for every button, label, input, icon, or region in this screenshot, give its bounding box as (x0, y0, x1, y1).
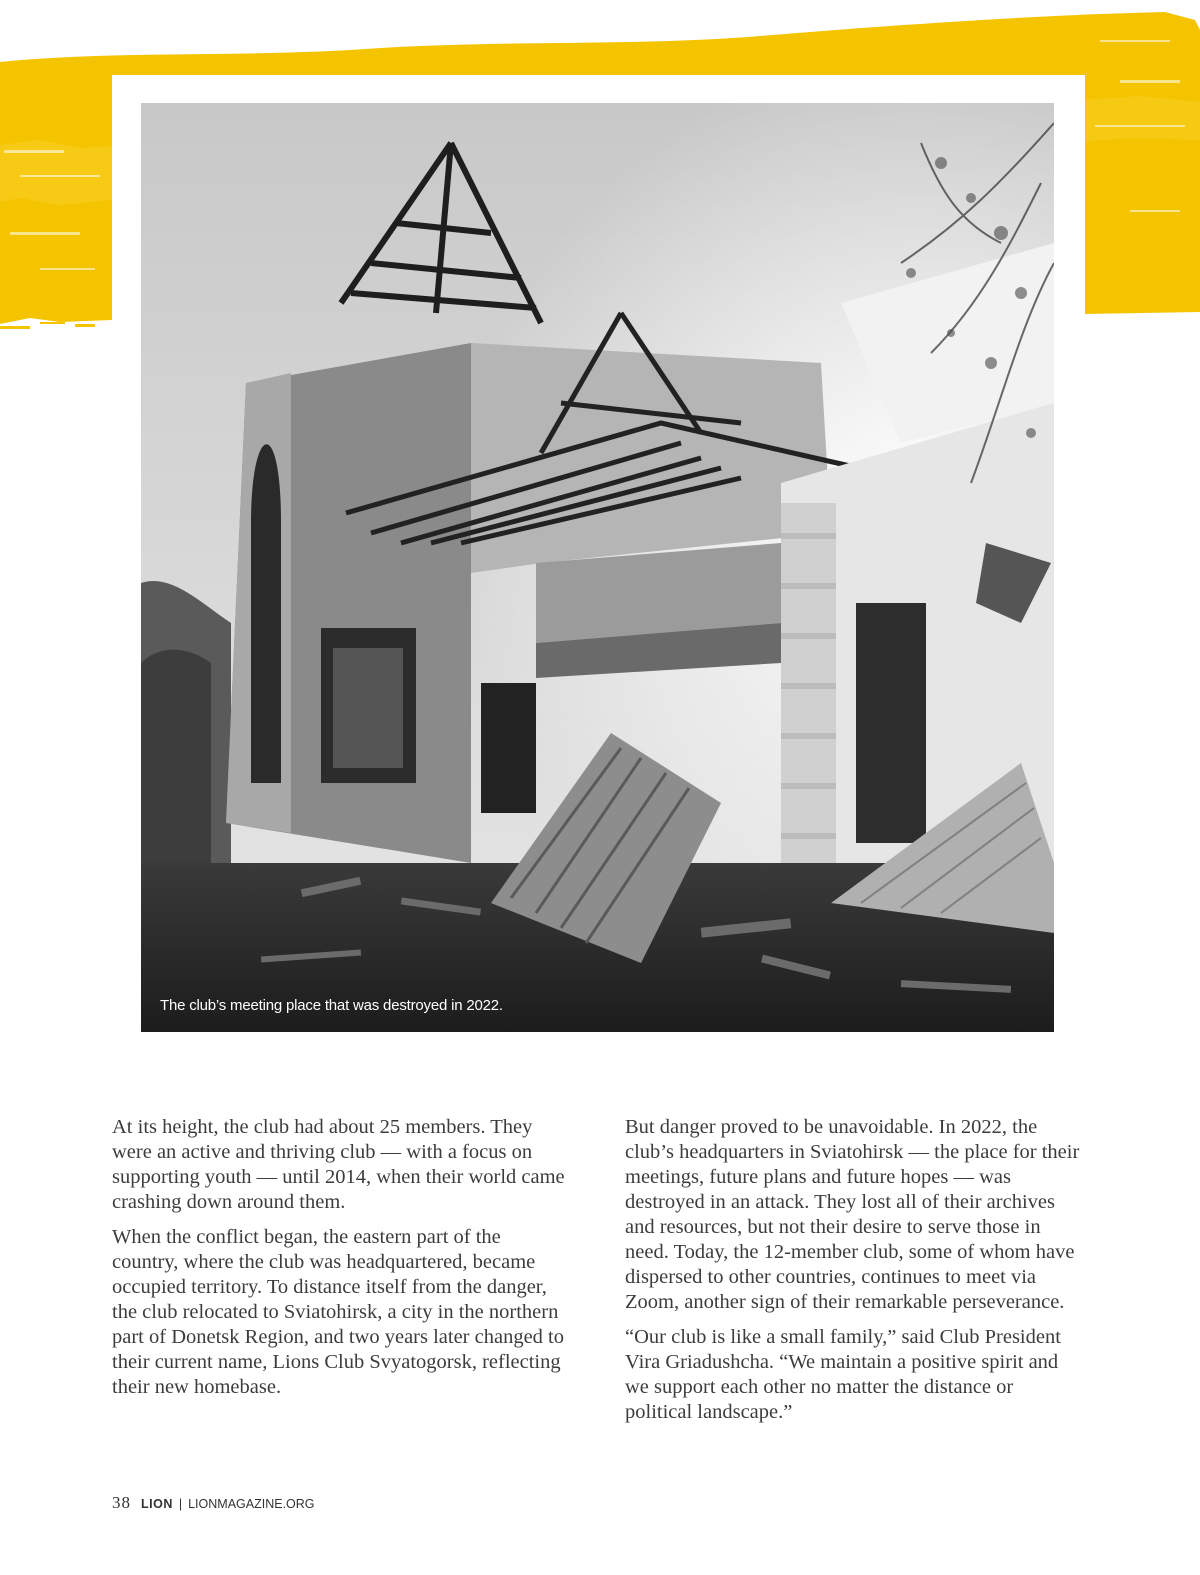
page-number: 38 (112, 1493, 131, 1512)
article-column-left (112, 1115, 572, 1410)
destroyed-building-photo (141, 103, 1054, 1032)
magazine-name: LION (141, 1497, 173, 1511)
footer-separator: | (178, 1497, 183, 1511)
photo-caption: The club’s meeting place that was destroyed in 2022. (160, 997, 503, 1014)
magazine-website: LIONMAGAZINE.ORG (188, 1497, 315, 1511)
article-paragraph: At its height, the club had about 25 members. They were an active and thriving club — with a focus on supporting youth — until 2014, when their world came crashing down around them. (112, 1116, 565, 1213)
article-paragraph: But danger proved to be unavoidable. In 2022, the club’s headquarters in Sviatohirsk — the place for their meetings, future plans and future hopes — was destroyed in an attack. They lost all of their archives and resources, but not their desire to serve those in need. Today, the 12-member club, some of whom have dispersed to other countries, continues to meet via Zoom, another sign of their remarkable perseverance. (625, 1116, 1080, 1313)
page-footer (112, 1493, 315, 1513)
article-paragraph: “Our club is like a small family,” said Club President Vira Griadushcha. “We maintain a positive spirit and we support each other no matter the distance or political landscape.” (625, 1326, 1061, 1423)
article-paragraph: When the conflict began, the eastern part of the country, where the club was headquartered, became occupied territory. To distance itself from the danger, the club relocated to Sviatohirsk, a city in the northern part of Donetsk Region, and two years later changed to their current name, Lions Club Svyatogorsk, reflecting their new homebase. (112, 1226, 565, 1398)
article-column-right (625, 1115, 1085, 1435)
